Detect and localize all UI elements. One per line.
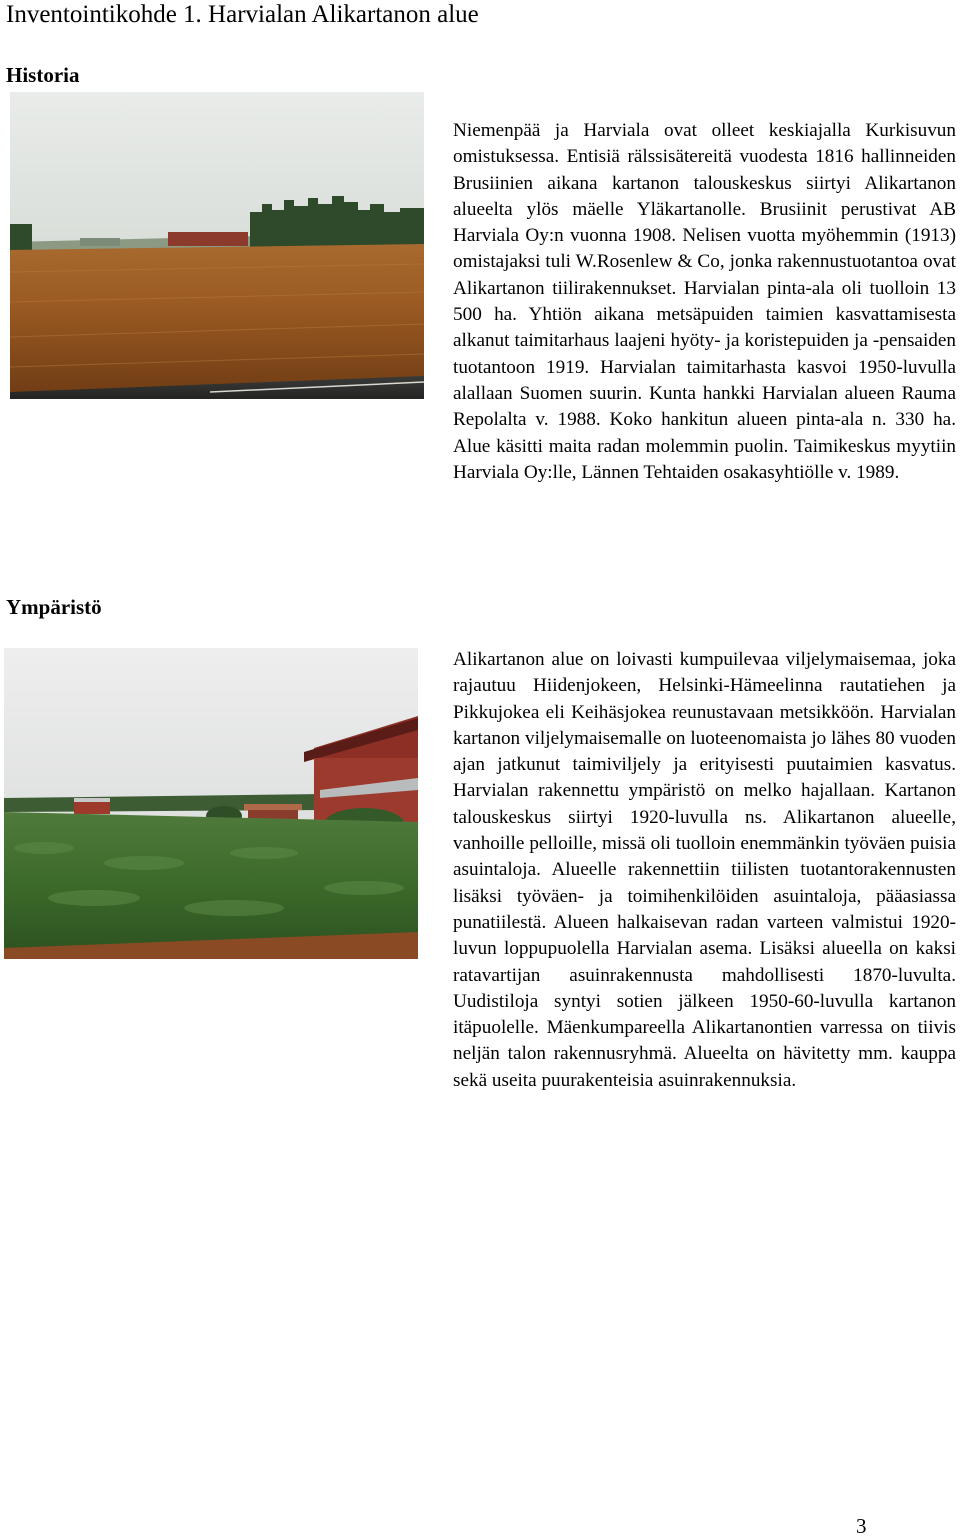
section-heading-historia: Historia — [6, 63, 80, 87]
page-number: 3 — [856, 1514, 867, 1538]
page-title: Inventointikohde 1. Harvialan Alikartanon alue — [6, 1, 479, 28]
photo-wheat-field — [10, 92, 424, 399]
historia-paragraph: Niemenpää ja Harviala ovat olleet keskiajalla Kurkisuvun omistuksessa. Entisiä rälssisätereitä vuodesta 1816 hallinneiden Brusiinien aikana kartanon talouskeskus siirtyi Alikartanon alueelta ylös mäelle Yläkartanolle. Brusiinit perustivat AB Harviala Oy:n vuonna 1908. Nelisen vuotta myöhemmin (1913) omistajaksi tuli W.Rosenlew & Co, jonka rakennustuotantoa ovat Alikartanon tiilirakennukset. Harvialan pinta-ala oli tuolloin 13 500 ha. Yhtiön aikana metsäpuiden taimien kasvattamisesta alkanut taimitarhaus laajeni hyöty- ja koristepuiden ja -pensaiden tuotantoon 1919. Harvialan taimitarhasta kasvoi 1950-luvulla alallaan Suomen suurin. Kunta hankki Harvialan alueen Rauma Repolalta v. 1988. Koko hankitun alueen pinta-ala n. 330 ha. Alue käsitti maita radan molemmin puolin. Taimikeskus myytiin Harviala Oy:lle, Lännen Tehtaiden osakasyhtiölle v. 1989. — [453, 120, 956, 483]
ymparisto-paragraph: Alikartanon alue on loivasti kumpuilevaa viljelymaisemaa, joka rajautuu Hiidenjokeen, Helsinki-Hämeelinna rautatiehen ja Pikkujokea eli Keihäsjokea reunustavaan metsikköön. Harvialan kartanon viljelymaisemalle on luoteenomaista jo lähes 80 vuoden ajan jatkunut taimiviljely ja erityisesti puutaimien kasvatus. Harvialan rakennettu ympäristö on melko hajallaan. Kartanon talouskeskus siirtyi 1920-luvulla ns. Alikartanon alueelle, vanhoille pelloille, missä oli tuolloin enemmänkin työväen puisia asuintaloja. Alueelle rakennettiin tiilisten tuotantorakennusten lisäksi työväen- ja toimihenkilöiden asuintaloja, pääasiassa punatiilestä. Alueen halkaisevan radan varteen valmistui 1920-luvun loppupuolella Harvialan asema. Lisäksi alueella on kaksi ratavartijan asuinrakennusta mahdollisesti 1870-luvulta. Uudistiloja syntyi sotien jälkeen 1950-60-luvulla kartanon itäpuolelle. Mäenkumpareella Alikartanontien varressa on tiivis neljän talon rakennusryhmä. Alueelta on hävitetty mm. kauppa sekä useita puurakenteisia asuinrakennuksia. — [453, 649, 956, 1091]
photo-farm-buildings — [4, 648, 418, 959]
section-heading-ymparisto: Ympäristö — [6, 595, 102, 619]
